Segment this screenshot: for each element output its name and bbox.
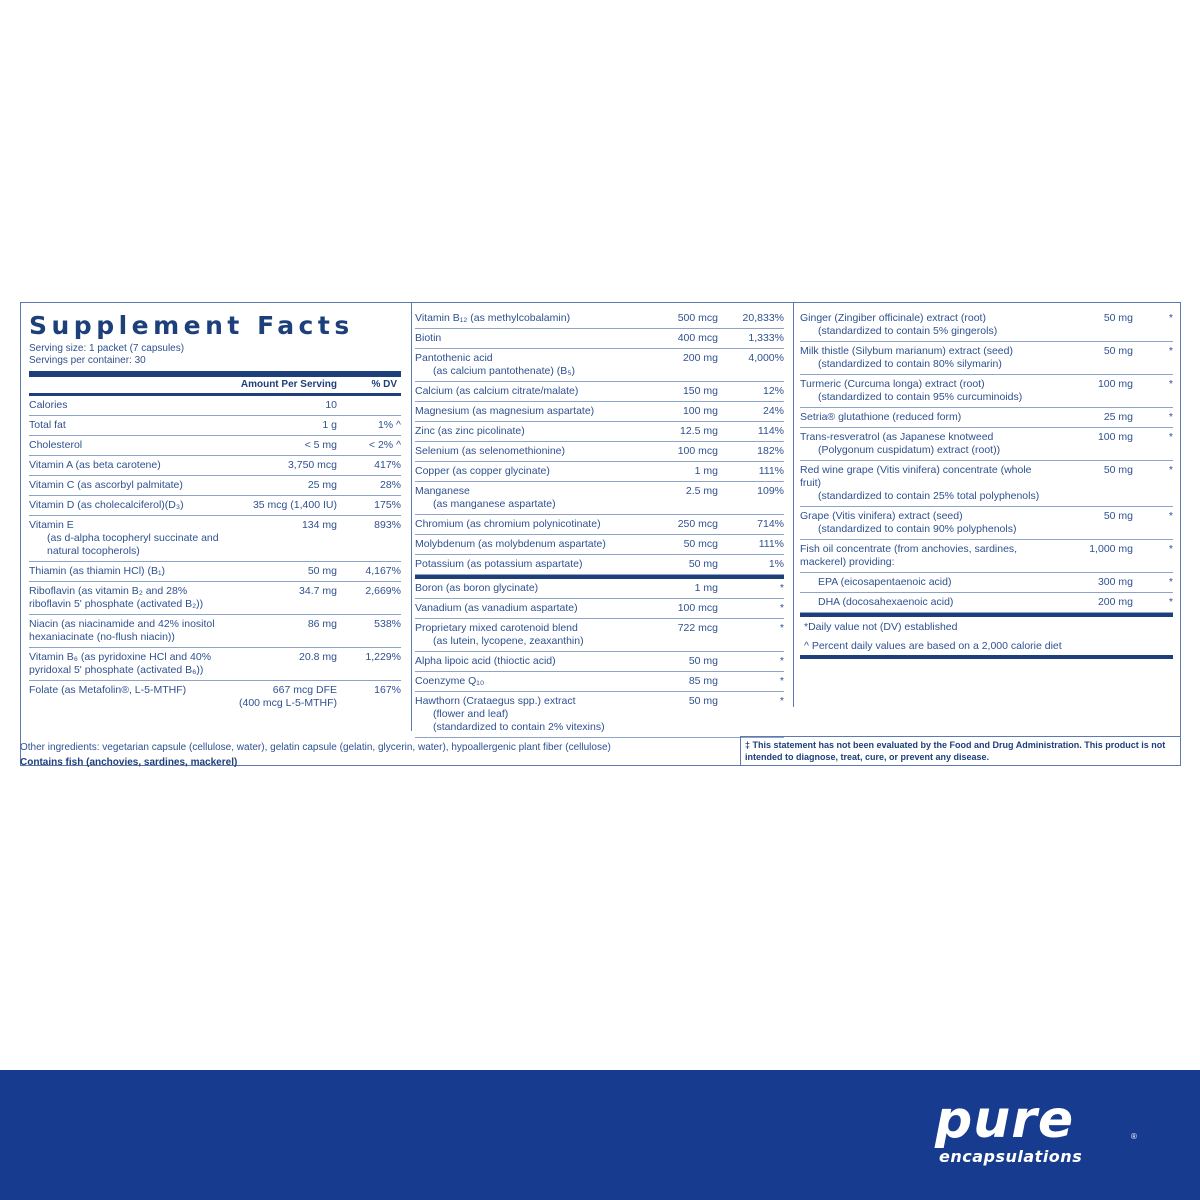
nutrient-source: (as manganese aspartate) xyxy=(433,498,556,510)
nutrient-row xyxy=(800,507,1173,540)
nutrient-dv: * xyxy=(1168,411,1173,423)
nutrient-label: Ginger (Zingiber officinale) extract (root) xyxy=(800,312,986,324)
nutrient-dv: * xyxy=(1168,576,1173,588)
nutrient-amount xyxy=(620,445,718,458)
amount-value: 134 mg xyxy=(301,519,337,531)
nutrient-name xyxy=(800,312,1051,338)
nutrient-source: (as lutein, lycopene, zeaxanthin) xyxy=(433,635,584,647)
nutrient-row xyxy=(800,408,1173,428)
nutrient-name xyxy=(415,425,620,438)
nutrient-dv: 114% xyxy=(757,425,784,437)
thick-rule xyxy=(29,371,401,377)
amount-value: 20.8 mg xyxy=(299,651,337,663)
nutrient-source: (standardized to contain 80% silymarin) xyxy=(818,358,1002,370)
nutrient-amount xyxy=(620,655,718,668)
amount-value: 1,000 mg xyxy=(1089,543,1133,555)
nutrient-row xyxy=(415,382,784,402)
nutrient-amount xyxy=(1051,596,1133,609)
nutrient-source: (standardized to contain 25% total polyphenols) xyxy=(818,490,1040,502)
nutrient-label: Vanadium (as vanadium aspartate) xyxy=(415,602,578,614)
nutrient-name xyxy=(415,485,620,511)
nutrient-row xyxy=(29,436,401,456)
nutrient-amount xyxy=(620,425,718,438)
facts-column-1 xyxy=(21,303,405,713)
nutrient-dv: * xyxy=(779,655,784,667)
amount-value: 100 mg xyxy=(682,405,718,417)
nutrient-dv: 20,833% xyxy=(742,312,784,324)
nutrient-row xyxy=(415,692,784,738)
nutrient-row xyxy=(800,461,1173,507)
nutrient-source: (flower and leaf) xyxy=(433,708,509,720)
amount-value: 50 mg xyxy=(688,695,718,707)
nutrient-dv xyxy=(337,399,401,412)
amount-value: 50 mg xyxy=(688,655,718,667)
nutrient-label: Grape (Vitis vinifera) extract (seed) xyxy=(800,510,963,522)
nutrient-name xyxy=(800,345,1051,371)
nutrient-name xyxy=(415,582,620,595)
nutrient-dv: 1,229% xyxy=(365,651,401,663)
nutrient-name xyxy=(800,510,1051,536)
nutrient-amount xyxy=(620,675,718,688)
nutrient-amount xyxy=(227,519,337,558)
amount-value: 100 mcg xyxy=(677,445,718,457)
amount-value: 200 mg xyxy=(682,352,718,364)
logo-word-encapsulations: encapsulations xyxy=(939,1147,1083,1166)
nutrient-amount xyxy=(1051,312,1133,338)
nutrient-label: Boron (as boron glycinate) xyxy=(415,582,539,594)
pure-encapsulations-logo xyxy=(935,1092,1145,1172)
nutrient-name xyxy=(800,543,1051,569)
nutrient-list-1 xyxy=(29,396,401,713)
nutrient-label: Cholesterol xyxy=(29,439,83,451)
nutrient-label: Calories xyxy=(29,399,68,411)
nutrient-amount xyxy=(1051,345,1133,371)
nutrient-source: (Polygonum cuspidatum) extract (root)) xyxy=(818,444,1001,456)
nutrient-dv: 417% xyxy=(374,459,401,471)
table-header xyxy=(29,379,401,396)
nutrient-name xyxy=(800,378,1051,404)
nutrient-amount xyxy=(620,352,718,378)
amount-value: 1 mg xyxy=(694,465,718,477)
nutrient-dv: * xyxy=(1168,543,1173,555)
nutrient-name xyxy=(29,565,227,578)
amount-value: 200 mg xyxy=(1097,596,1133,608)
nutrient-row xyxy=(29,476,401,496)
nutrient-row xyxy=(29,582,401,615)
nutrient-source: (standardized to contain 5% gingerols) xyxy=(818,325,998,337)
nutrient-dv: 4,167% xyxy=(365,565,401,577)
nutrient-label: Chromium (as chromium polynicotinate) xyxy=(415,518,601,530)
nutrient-dv: * xyxy=(1168,378,1173,390)
nutrient-amount xyxy=(620,558,718,571)
nutrient-list-2b xyxy=(415,579,784,738)
nutrient-dv: * xyxy=(1168,510,1173,522)
nutrient-amount xyxy=(620,602,718,615)
nutrient-dv: 2,669% xyxy=(365,585,401,597)
nutrient-source: (standardized to contain 95% curcuminoids) xyxy=(818,391,1023,403)
nutrient-label: Magnesium (as magnesium aspartate) xyxy=(415,405,595,417)
nutrient-row xyxy=(800,573,1173,593)
nutrient-name xyxy=(415,465,620,478)
amount-value: 100 mcg xyxy=(677,602,718,614)
nutrient-amount xyxy=(620,465,718,478)
nutrient-amount xyxy=(620,695,718,734)
nutrient-amount xyxy=(227,459,337,472)
nutrient-name xyxy=(29,684,227,710)
nutrient-label: Setria® glutathione (reduced form) xyxy=(800,411,962,423)
nutrient-name xyxy=(415,695,620,734)
nutrient-row xyxy=(29,496,401,516)
nutrient-name xyxy=(415,655,620,668)
nutrient-label: Calcium (as calcium citrate/malate) xyxy=(415,385,579,397)
nutrient-amount xyxy=(1051,378,1133,404)
nutrient-label: Niacin (as niacinamide and 42% inositol hexaniacinate (no-flush niacin)) xyxy=(29,618,215,643)
nutrient-dv: * xyxy=(1168,596,1173,608)
nutrient-dv: 167% xyxy=(374,684,401,696)
nutrient-label: Vitamin A (as beta carotene) xyxy=(29,459,161,471)
supplement-facts-panel xyxy=(20,302,1181,766)
nutrient-amount xyxy=(227,439,337,452)
nutrient-row xyxy=(415,652,784,672)
amount-value: 100 mg xyxy=(1097,431,1133,443)
nutrient-amount xyxy=(1051,411,1133,424)
nutrient-name xyxy=(29,519,227,558)
nutrient-label: Molybdenum (as molybdenum aspartate) xyxy=(415,538,606,550)
nutrient-dv: 111% xyxy=(758,538,784,550)
amount-value: 50 mg xyxy=(1103,312,1133,324)
nutrient-amount xyxy=(620,385,718,398)
amount-value: 150 mg xyxy=(682,385,718,397)
contains-fish: Contains fish (anchovies, sardines, mackerel) xyxy=(20,757,238,768)
nutrient-name xyxy=(415,352,620,378)
nutrient-row xyxy=(800,375,1173,408)
nutrient-label: Zinc (as zinc picolinate) xyxy=(415,425,525,437)
nutrient-label: Vitamin C (as ascorbyl palmitate) xyxy=(29,479,183,491)
nutrient-list-2a xyxy=(415,309,784,575)
nutrient-standardization: (standardized to contain 2% vitexins) xyxy=(433,721,605,733)
nutrient-row xyxy=(415,555,784,575)
nutrient-row xyxy=(800,342,1173,375)
nutrient-name xyxy=(29,419,227,432)
nutrient-label: Pantothenic acid xyxy=(415,352,493,364)
nutrient-source: (as calcium pantothenate) (B₅) xyxy=(433,365,575,377)
nutrient-row xyxy=(29,456,401,476)
facts-column-3 xyxy=(793,303,1179,707)
nutrient-amount xyxy=(227,479,337,492)
amount-value: 50 mg xyxy=(307,565,337,577)
nutrient-amount xyxy=(227,651,337,677)
nutrient-dv: < 2% ^ xyxy=(368,439,401,451)
nutrient-row xyxy=(415,599,784,619)
nutrient-amount xyxy=(1051,576,1133,589)
nutrient-amount xyxy=(620,538,718,551)
amount-value: 50 mcg xyxy=(683,538,718,550)
nutrient-dv: 28% xyxy=(379,479,401,491)
amount-value: 2.5 mg xyxy=(685,485,718,497)
nutrient-label: DHA (docosahexaenoic acid) xyxy=(818,596,954,608)
nutrient-row xyxy=(415,309,784,329)
nutrient-row xyxy=(29,516,401,562)
nutrient-amount xyxy=(227,499,337,512)
nutrient-label: Trans-resveratrol (as Japanese knotweed xyxy=(800,431,994,443)
nutrient-row xyxy=(800,428,1173,461)
nutrient-dv: * xyxy=(779,602,784,614)
nutrient-row xyxy=(800,309,1173,342)
nutrient-row xyxy=(29,562,401,582)
amount-value: 50 mg xyxy=(1103,464,1133,476)
nutrient-row xyxy=(415,422,784,442)
amount-value: 86 mg xyxy=(307,618,337,630)
nutrient-label: Folate (as Metafolin®, L-5-MTHF) xyxy=(29,684,187,696)
nutrient-row xyxy=(415,462,784,482)
amount-value: 34.7 mg xyxy=(299,585,337,597)
nutrient-dv: 4,000% xyxy=(748,352,784,364)
amount-value: 1 mg xyxy=(694,582,718,594)
amount-value: 50 mg xyxy=(688,558,718,570)
nutrient-name xyxy=(29,585,227,611)
nutrient-list-3 xyxy=(800,309,1173,573)
amount-value-secondary: (400 mcg L-5-MTHF) xyxy=(238,697,337,709)
nutrient-dv: 538% xyxy=(374,618,401,630)
nutrient-row xyxy=(415,535,784,555)
nutrient-label: Thiamin (as thiamin HCl) (B₁) xyxy=(29,565,165,577)
nutrient-name xyxy=(800,596,1051,609)
nutrient-row xyxy=(415,515,784,535)
nutrient-name xyxy=(800,464,1051,503)
nutrient-dv: * xyxy=(1168,431,1173,443)
nutrient-label: Fish oil concentrate (from anchovies, sardines, mackerel) providing: xyxy=(800,543,1018,568)
nutrient-dv: 111% xyxy=(758,465,784,477)
amount-value: 667 mcg DFE xyxy=(272,684,337,696)
nutrient-name xyxy=(29,618,227,644)
amount-value: 35 mcg (1,400 IU) xyxy=(252,499,337,511)
nutrient-dv: * xyxy=(779,695,784,707)
nutrient-dv: 175% xyxy=(374,499,401,511)
nutrient-dv: * xyxy=(779,622,784,634)
nutrient-dv: * xyxy=(779,582,784,594)
amount-value: 85 mg xyxy=(688,675,718,687)
nutrient-row xyxy=(29,396,401,416)
nutrient-label: Milk thistle (Silybum marianum) extract (seed) xyxy=(800,345,1013,357)
servings-per-container: Servings per container: 30 xyxy=(29,355,146,366)
nutrient-name xyxy=(800,431,1051,457)
nutrient-row xyxy=(415,579,784,599)
bottom-divider xyxy=(800,655,1173,659)
nutrient-source: (as d-alpha tocopheryl succinate and natural tocopherols) xyxy=(47,532,219,557)
amount-value: 10 xyxy=(325,399,337,411)
nutrient-row xyxy=(415,329,784,349)
facts-column-2 xyxy=(411,303,788,731)
nutrient-name xyxy=(415,332,620,345)
nutrient-amount xyxy=(620,312,718,325)
footnote-dv: *Daily value not (DV) established xyxy=(804,621,958,633)
nutrient-label: Vitamin E xyxy=(29,519,74,531)
nutrient-amount xyxy=(1051,431,1133,457)
amount-value: 25 mg xyxy=(307,479,337,491)
nutrient-amount xyxy=(1051,543,1133,569)
nutrient-dv: 12% xyxy=(762,385,784,397)
nutrient-name xyxy=(29,479,227,492)
serving-size: Serving size: 1 packet (7 capsules) xyxy=(29,343,185,354)
nutrient-dv: 1% ^ xyxy=(377,419,401,431)
amount-value: 400 mcg xyxy=(677,332,718,344)
nutrient-label: Vitamin B₁₂ (as methylcobalamin) xyxy=(415,312,571,324)
nutrient-dv: 109% xyxy=(757,485,784,497)
nutrient-dv: 24% xyxy=(762,405,784,417)
nutrient-name xyxy=(800,576,1051,589)
nutrient-row xyxy=(29,615,401,648)
nutrient-dv: * xyxy=(779,675,784,687)
nutrient-amount xyxy=(227,585,337,611)
nutrient-name xyxy=(29,499,227,512)
nutrient-row xyxy=(29,681,401,713)
nutrient-amount xyxy=(227,399,337,412)
nutrient-label: Vitamin D (as cholecalciferol)(D₃) xyxy=(29,499,184,511)
nutrient-label: EPA (eicosapentaenoic acid) xyxy=(818,576,952,588)
nutrient-row xyxy=(415,402,784,422)
nutrient-dv: 714% xyxy=(757,518,784,530)
amount-value: 3,750 mcg xyxy=(287,459,337,471)
nutrient-amount xyxy=(227,565,337,578)
nutrient-label: Manganese xyxy=(415,485,470,497)
amount-value: 250 mcg xyxy=(677,518,718,530)
nutrient-label: Red wine grape (Vitis vinifera) concentrate (whole fruit) xyxy=(800,464,1032,489)
nutrient-name xyxy=(29,439,227,452)
amount-value: 50 mg xyxy=(1103,510,1133,522)
nutrient-amount xyxy=(1051,510,1133,536)
nutrient-label: Selenium (as selenomethionine) xyxy=(415,445,565,457)
nutrient-dv: * xyxy=(1168,312,1173,324)
nutrient-label: Biotin xyxy=(415,332,442,344)
nutrient-dv: * xyxy=(1168,464,1173,476)
nutrient-name xyxy=(415,445,620,458)
nutrient-dv: 182% xyxy=(757,445,784,457)
nutrient-source: (standardized to contain 90% polyphenols) xyxy=(818,523,1017,535)
logo-word-pure: pure xyxy=(935,1090,1075,1150)
nutrient-row xyxy=(415,482,784,515)
nutrient-label: Potassium (as potassium aspartate) xyxy=(415,558,583,570)
nutrient-row xyxy=(415,672,784,692)
nutrient-amount xyxy=(227,618,337,644)
nutrient-dv: * xyxy=(1168,345,1173,357)
amount-value: 300 mg xyxy=(1097,576,1133,588)
nutrient-row xyxy=(800,540,1173,573)
nutrient-row xyxy=(415,349,784,382)
nutrient-dv: 1% xyxy=(768,558,784,570)
amount-header: Amount Per Serving xyxy=(240,379,337,390)
nutrient-label: Hawthorn (Crataegus spp.) extract xyxy=(415,695,576,707)
dv-header: % DV xyxy=(371,379,397,390)
amount-value: 50 mg xyxy=(1103,345,1133,357)
nutrient-label: Copper (as copper glycinate) xyxy=(415,465,550,477)
nutrient-name xyxy=(415,622,620,648)
footnote-percent: ^ Percent daily values are based on a 2,000 calorie diet xyxy=(804,640,1062,652)
nutrient-name xyxy=(415,675,620,688)
nutrient-amount xyxy=(620,405,718,418)
fish-oil-breakdown xyxy=(800,573,1173,613)
fda-disclaimer: ‡ This statement has not been evaluated by the Food and Drug Administration. This product is not intended to diagnose, treat, cure, or prevent any disease. xyxy=(740,736,1181,766)
amount-value: 100 mg xyxy=(1097,378,1133,390)
nutrient-label: Riboflavin (as vitamin B₂ and 28% riboflavin 5' phosphate (activated B₂)) xyxy=(29,585,204,610)
amount-value: 25 mg xyxy=(1103,411,1133,423)
nutrient-amount xyxy=(620,518,718,531)
amount-value: 1 g xyxy=(322,419,337,431)
amount-value: 722 mcg xyxy=(677,622,718,634)
nutrient-amount xyxy=(620,332,718,345)
nutrient-name xyxy=(415,312,620,325)
nutrient-dv: 893% xyxy=(374,519,401,531)
nutrient-amount xyxy=(1051,464,1133,503)
nutrient-amount xyxy=(620,485,718,511)
nutrient-name xyxy=(415,405,620,418)
nutrient-amount xyxy=(227,419,337,432)
nutrient-amount xyxy=(620,582,718,595)
supplement-facts-title: Supplement Facts xyxy=(29,311,354,340)
nutrient-amount xyxy=(620,622,718,648)
nutrient-name xyxy=(415,602,620,615)
amount-value: 500 mcg xyxy=(677,312,718,324)
nutrient-row xyxy=(800,593,1173,613)
nutrient-row xyxy=(29,648,401,681)
amount-value: < 5 mg xyxy=(304,439,337,451)
nutrient-name xyxy=(415,385,620,398)
nutrient-label: Total fat xyxy=(29,419,66,431)
nutrient-label: Vitamin B₆ (as pyridoxine HCl and 40% pyridoxal 5' phosphate (activated B₆)) xyxy=(29,651,212,676)
registered-mark: ® xyxy=(1131,1132,1137,1141)
nutrient-row xyxy=(415,619,784,652)
other-ingredients: Other ingredients: vegetarian capsule (cellulose, water), gelatin capsule (gelatin, glycerin, water), hypoallergenic plant fiber (cellulose) xyxy=(20,742,611,753)
nutrient-label: Turmeric (Curcuma longa) extract (root) xyxy=(800,378,985,390)
nutrient-row xyxy=(29,416,401,436)
nutrient-label: Proprietary mixed carotenoid blend xyxy=(415,622,578,634)
nutrient-name xyxy=(415,518,620,531)
nutrient-dv: 1,333% xyxy=(748,332,784,344)
nutrient-label: Alpha lipoic acid (thioctic acid) xyxy=(415,655,556,667)
nutrient-name xyxy=(415,538,620,551)
nutrient-name xyxy=(29,459,227,472)
amount-value: 12.5 mg xyxy=(680,425,718,437)
nutrient-name xyxy=(800,411,1051,424)
nutrient-amount xyxy=(227,684,337,710)
nutrient-name xyxy=(29,399,227,412)
nutrient-name xyxy=(29,651,227,677)
nutrient-label: Coenzyme Q₁₀ xyxy=(415,675,485,687)
nutrient-row xyxy=(415,442,784,462)
nutrient-name xyxy=(415,558,620,571)
